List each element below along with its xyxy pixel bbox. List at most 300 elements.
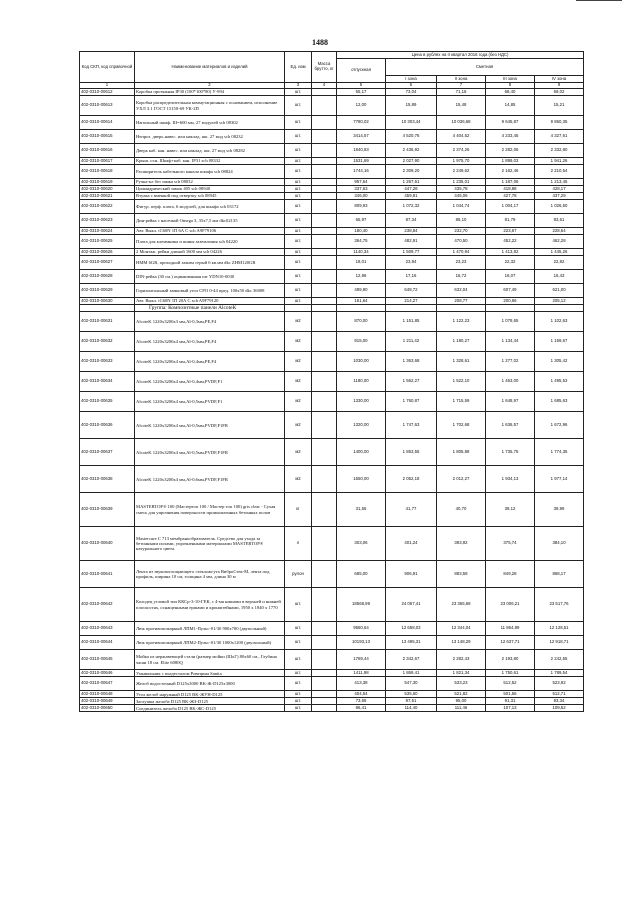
item-unit: м2 <box>285 352 312 372</box>
price-zone-3: 2 193,80 <box>486 650 535 670</box>
item-name: Цилиндрический замок 405 sch 08940 <box>135 186 285 193</box>
item-unit: рулон <box>285 561 312 588</box>
table-row <box>80 527 584 561</box>
item-code: 402-0310-00647 <box>80 677 135 691</box>
price-zone-1: 214,27 <box>386 298 437 305</box>
table-row <box>80 116 584 130</box>
price-release: 337,63 <box>337 186 386 193</box>
table-row <box>80 165 584 179</box>
item-unit: шт. <box>285 144 312 158</box>
item-mass <box>312 392 337 412</box>
price-zone-3: 1 463,00 <box>486 372 535 392</box>
table-row <box>80 284 584 298</box>
item-name: Дверь каб. кан. навес. или наклад. шк. 27 мод sch 08282 <box>135 144 285 158</box>
price-release: 18,01 <box>337 256 386 270</box>
price-zone-2: 10 036,68 <box>437 116 486 130</box>
item-name: AlcoteK 1220х3200х4 мм,Al-0,5мм,PVDF,F1 <box>135 392 285 412</box>
price-zone-3: 1 134,44 <box>486 332 535 352</box>
price-zone-3 <box>486 305 535 312</box>
price-zone-1: 2 436,92 <box>386 144 437 158</box>
item-mass <box>312 305 337 312</box>
price-zone-4: 462,28 <box>535 235 584 249</box>
table-row <box>80 130 584 144</box>
price-zone-3: 427,78 <box>486 193 535 200</box>
price-zone-1: 1 151,85 <box>386 312 437 332</box>
price-zone-4: 428,17 <box>535 186 584 193</box>
item-unit: шт. <box>285 698 312 705</box>
price-zone-1: 401,24 <box>386 527 437 561</box>
price-zone-2: 470,50 <box>437 235 486 249</box>
price-zone-1: 1 072,32 <box>386 200 437 214</box>
item-code: 402-0310-00622 <box>80 200 135 214</box>
item-name: Напольный шкаф, Ш=600 мм, 27 модулей sch 08302 <box>135 116 285 130</box>
item-mass <box>312 466 337 493</box>
corner-mark <box>576 0 622 1</box>
item-name: AlcoteK 1220х3200х4 мм,Al-0,5мм,PVDF,F1FR <box>135 412 285 439</box>
price-release: 10193,13 <box>337 636 386 650</box>
price-zone-1: 1 211,42 <box>386 332 437 352</box>
price-zone-2: 1 975,70 <box>437 158 486 165</box>
item-code: 402-0310-00646 <box>80 670 135 677</box>
price-zone-2: 1 522,10 <box>437 372 486 392</box>
item-unit: шт. <box>285 200 312 214</box>
item-mass <box>312 249 337 256</box>
price-release <box>337 305 386 312</box>
price-release: 31,55 <box>337 493 386 527</box>
table-row <box>80 691 584 698</box>
price-zone-3: 1 413,82 <box>486 249 535 256</box>
item-unit: м2 <box>285 332 312 352</box>
price-zone-3: 11 864,89 <box>486 622 535 636</box>
price-zone-1: 238,84 <box>386 228 437 235</box>
price-zone-1: 906,91 <box>386 561 437 588</box>
price-zone-2: 2 282,43 <box>437 650 486 670</box>
price-zone-2: 1 122,23 <box>437 312 486 332</box>
price-zone-4: 1 213,45 <box>535 179 584 186</box>
item-mass <box>312 200 337 214</box>
item-unit: м2 <box>285 312 312 332</box>
price-release: 1140,34 <box>337 249 386 256</box>
item-code: 402-0310-00637 <box>80 439 135 466</box>
item-unit: шт. <box>285 130 312 144</box>
price-release: 18568,99 <box>337 588 386 622</box>
item-unit: м2 <box>285 466 312 493</box>
price-zone-2: 2 374,26 <box>437 144 486 158</box>
item-code: 402-0310-00641 <box>80 561 135 588</box>
item-mass <box>312 677 337 691</box>
price-zone-3: 16,07 <box>486 270 535 284</box>
item-unit: шт. <box>285 636 312 650</box>
price-zone-3: 2 162,46 <box>486 165 535 179</box>
price-zone-3: 223,67 <box>486 228 535 235</box>
column-number: 9 <box>535 83 584 89</box>
price-zone-4: 1 672,96 <box>535 412 584 439</box>
item-mass <box>312 96 337 116</box>
price-zone-4: 384,10 <box>535 527 584 561</box>
price-zone-2 <box>437 305 486 312</box>
table-row <box>80 228 584 235</box>
price-zone-2: 1 180,27 <box>437 332 486 352</box>
item-unit: шт. <box>285 96 312 116</box>
price-zone-3: 9 645,87 <box>486 116 535 130</box>
price-zone-4: 2 332,80 <box>535 144 584 158</box>
price-zone-4 <box>535 305 584 312</box>
price-zone-4: 2 210,54 <box>535 165 584 179</box>
page-number: 1488 <box>312 38 328 47</box>
item-name: AlcoteK 1220х3200х4 мм,Al-0,4мм,PE,F4 <box>135 352 285 372</box>
price-release: 9560,64 <box>337 622 386 636</box>
item-name: Коробка распределительная коммутационная с основанием, исполнение УХЛ 3.1 ГОСТ 15150-69 УК-2П <box>135 96 285 116</box>
item-name: Плата для клеммника и шины заземления sch 04220 <box>135 235 285 249</box>
item-code: 402-0310-00628 <box>80 270 135 284</box>
price-zone-1: 12 658,03 <box>386 622 437 636</box>
price-zone-1: 447,28 <box>386 186 437 193</box>
price-zone-2: 23 365,68 <box>437 588 486 622</box>
price-release: 1744,16 <box>337 165 386 179</box>
item-code: 402-0310-00617 <box>80 158 135 165</box>
item-name: Группа: Композитные панели AlcoteK <box>135 305 285 312</box>
price-release: 1769,44 <box>337 650 386 670</box>
price-release: 55,17 <box>337 89 386 96</box>
item-unit: шт. <box>285 298 312 305</box>
item-unit: шт. <box>285 165 312 179</box>
price-zone-2: 13 148,29 <box>437 636 486 650</box>
table-body <box>80 89 584 712</box>
price-zone-3: 607,49 <box>486 284 535 298</box>
price-zone-3: 1 750,61 <box>486 670 535 677</box>
item-unit: шт. <box>285 691 312 698</box>
item-name: AlcoteK 1220х3200х4 мм,Al-0,5мм,PVDF,F1FR <box>135 439 285 466</box>
item-name: Втулка с вменкой под отвертку sch 08945 <box>135 193 285 200</box>
item-code: 402-0310-00648 <box>80 691 135 698</box>
price-zone-2: 533,23 <box>437 677 486 691</box>
table-row <box>80 235 584 249</box>
price-zone-2: 1 328,61 <box>437 352 486 372</box>
price-zone-4: 1 685,63 <box>535 392 584 412</box>
price-zone-1: 17,16 <box>386 270 437 284</box>
price-release: 1531,69 <box>337 158 386 165</box>
table-row <box>80 636 584 650</box>
item-code: 402-0310-00630 <box>80 298 135 305</box>
table-row <box>80 193 584 200</box>
item-mass <box>312 256 337 270</box>
price-zone-1: 24 067,41 <box>386 588 437 622</box>
price-zone-1: 459,81 <box>386 193 437 200</box>
price-zone-3: 1 078,65 <box>486 312 535 332</box>
price-zone-4: 12 918,71 <box>535 636 584 650</box>
item-name: Желоб водосточный D125х3000 BK-Ж-D125х3000 <box>135 677 285 691</box>
price-zone-1: 73,04 <box>386 89 437 96</box>
item-unit: шт. <box>285 158 312 165</box>
group-row <box>80 305 584 312</box>
item-code: 402-0310-00639 <box>80 493 135 527</box>
item-name: Заглушка желоба D125 BK-ЖЗ-D125 <box>135 698 285 705</box>
item-code: 402-0310-00642 <box>80 588 135 622</box>
price-release: 73,65 <box>337 698 386 705</box>
column-number: 3 <box>285 83 312 89</box>
price-release: 1411,98 <box>337 670 386 677</box>
price-release: 404,54 <box>337 691 386 698</box>
price-zone-1: 15,89 <box>386 96 437 116</box>
item-mass <box>312 298 337 305</box>
item-code: 402-0310-00649 <box>80 698 135 705</box>
item-code: 402-0310-00645 <box>80 650 135 670</box>
price-zone-4: 22,82 <box>535 256 584 270</box>
price-release: 1400,00 <box>337 439 386 466</box>
price-zone-2: 23,23 <box>437 256 486 270</box>
item-code: 402-0310-00625 <box>80 235 135 249</box>
item-unit: шт. <box>285 622 312 636</box>
price-zone-1 <box>386 305 437 312</box>
price-zone-1: 1 853,55 <box>386 439 437 466</box>
item-mass <box>312 312 337 332</box>
table-row <box>80 352 584 372</box>
column-number: 4 <box>312 83 337 89</box>
price-zone-2: 1 702,68 <box>437 412 486 439</box>
item-mass <box>312 352 337 372</box>
item-unit: шт. <box>285 89 312 96</box>
price-zone-3: 512,52 <box>486 677 535 691</box>
item-name: Непроз. дверь навес. или наклад. шк. 27 мод sch 08232 <box>135 130 285 144</box>
price-release: 413,38 <box>337 677 386 691</box>
item-unit: шт. <box>285 284 312 298</box>
price-zone-2: 232,70 <box>437 228 486 235</box>
price-zone-2: 12 344,04 <box>437 622 486 636</box>
price-zone-4: 205,12 <box>535 298 584 305</box>
item-unit <box>285 305 312 312</box>
item-mass <box>312 439 337 466</box>
price-zone-4: 9 860,35 <box>535 116 584 130</box>
table-row <box>80 179 584 186</box>
item-code: 402-0310-00631 <box>80 312 135 332</box>
item-name: AlcoteK 1220х3200х4 мм,Al-0,3мм,PE,F4 <box>135 332 285 352</box>
price-zone-2: 1 470,94 <box>437 249 486 256</box>
price-zone-2: 1 805,88 <box>437 439 486 466</box>
price-zone-2: 632,04 <box>437 284 486 298</box>
table-row <box>80 392 584 412</box>
price-zone-3: 849,28 <box>486 561 535 588</box>
price-zone-3: 39,12 <box>486 493 535 527</box>
header-unit: Ед. изм <box>285 52 312 83</box>
item-mass <box>312 372 337 392</box>
item-mass <box>312 650 337 670</box>
price-zone-4: 512,71 <box>535 691 584 698</box>
price-zone-1: 648,72 <box>386 284 437 298</box>
price-zone-2: 445,06 <box>437 193 486 200</box>
table-row <box>80 256 584 270</box>
price-zone-4: 69,02 <box>535 89 584 96</box>
item-unit: шт. <box>285 705 312 712</box>
table-row <box>80 89 584 96</box>
item-name: Mastercure C 713 мембранообразователь. Средство для ухода за бетонными полами, упрочненными материалами MASTERTOP® натурального цвета. <box>135 527 285 561</box>
item-code: 402-0310-00613 <box>80 96 135 116</box>
price-zone-2: 4 404,52 <box>437 130 486 144</box>
item-mass <box>312 193 337 200</box>
item-code: 402-0310-00618 <box>80 165 135 179</box>
price-zone-2: 521,82 <box>437 691 486 698</box>
price-zone-3: 418,88 <box>486 186 535 193</box>
price-zone-2: 1 235,01 <box>437 179 486 186</box>
price-zone-2: 15,48 <box>437 96 486 116</box>
price-zone-4: 1 774,35 <box>535 439 584 466</box>
item-mass <box>312 179 337 186</box>
price-zone-3: 501,56 <box>486 691 535 698</box>
item-mass <box>312 186 337 193</box>
item-unit: шт. <box>285 235 312 249</box>
item-name: MASTERTOP® 100 (Мастертоп 100 / Мастер топ 100) gris clear - Сухая смесь для упрочнения поверхности промышленных бетонных полов <box>135 493 285 527</box>
price-zone-1: 1 747,63 <box>386 412 437 439</box>
item-unit: л <box>285 527 312 561</box>
price-zone-2: 1 821,34 <box>437 670 486 677</box>
item-unit: шт. <box>285 650 312 670</box>
price-zone-4: 83,61 <box>535 214 584 228</box>
price-zone-1: 1 562,27 <box>386 372 437 392</box>
price-zone-3: 4 233,45 <box>486 130 535 144</box>
price-zone-2: 1 044,74 <box>437 200 486 214</box>
price-zone-1: 2 309,20 <box>386 165 437 179</box>
price-zone-1: 23,84 <box>386 256 437 270</box>
price-zone-3: 375,74 <box>486 527 535 561</box>
item-name: Умывальник с пьедесталом Ровецина Sanita <box>135 670 285 677</box>
price-release: 7780,02 <box>337 116 386 130</box>
item-unit: шт. <box>285 256 312 270</box>
item-unit: кг <box>285 493 312 527</box>
item-mass <box>312 89 337 96</box>
item-mass <box>312 116 337 130</box>
item-name: НММ 6GR, проходной зажим серый 6 кв.мм dkc ZHM120GR <box>135 256 285 270</box>
table-row <box>80 270 584 284</box>
price-zone-4: 4 327,61 <box>535 130 584 144</box>
column-number: 2 <box>135 83 285 89</box>
price-release: 685,00 <box>337 561 386 588</box>
item-code: 402-0310-00627 <box>80 256 135 270</box>
item-name: Дин-рейка с насечкой Omega 3, 35х7,5 мм dkc02135 <box>135 214 285 228</box>
item-code: 402-0310-00612 <box>80 89 135 96</box>
table-row <box>80 200 584 214</box>
item-code: 402-0310-00624 <box>80 228 135 235</box>
price-zone-3: 14,85 <box>486 96 535 116</box>
price-release: 65,97 <box>337 214 386 228</box>
price-zone-4: 1 789,54 <box>535 670 584 677</box>
item-code: 402-0310-00643 <box>80 622 135 636</box>
item-mass <box>312 284 337 298</box>
table-row <box>80 622 584 636</box>
item-name: Крыш. осн. Шкаф+каб. кан. IP31 sch 08332 <box>135 158 285 165</box>
price-zone-3: 23 006,21 <box>486 588 535 622</box>
header-name: Наименование материалов и изделий <box>135 52 285 83</box>
item-mass <box>312 527 337 561</box>
item-unit: м2 <box>285 392 312 412</box>
price-release: 12,96 <box>337 270 386 284</box>
header-zone-3: III зона <box>486 76 535 83</box>
table-row <box>80 677 584 691</box>
price-zone-1: 535,60 <box>386 691 437 698</box>
item-mass <box>312 705 337 712</box>
item-mass <box>312 588 337 622</box>
header-zone-1: I зона <box>386 76 437 83</box>
price-zone-2: 2 012,27 <box>437 466 486 493</box>
price-zone-2: 40,70 <box>437 493 486 527</box>
price-zone-4: 15,21 <box>535 96 584 116</box>
item-name: DIN-рейка (30 см.) оцинкованная шт YDN10-0030 <box>135 270 285 284</box>
price-zone-3: 81,79 <box>486 214 535 228</box>
item-mass <box>312 214 337 228</box>
price-release: 364,75 <box>337 235 386 249</box>
header-mass: Масса брутто, кг <box>312 52 337 83</box>
table-row <box>80 144 584 158</box>
price-zone-2: 208,77 <box>437 298 486 305</box>
price-release: 915,00 <box>337 332 386 352</box>
price-zone-4: 39,99 <box>535 493 584 527</box>
price-zone-4: 868,17 <box>535 561 584 588</box>
price-zone-4: 1 026,50 <box>535 200 584 214</box>
price-zone-4: 1 305,42 <box>535 352 584 372</box>
item-name: Колодец угловой тип ККСр-3-10-ГЕК, с 4-мя нишами в верхней и нижней плоскостях, оснащенными ершами и кронштейнами, 1950 х 1840 х 1770 <box>135 588 285 622</box>
price-zone-3: 1 187,06 <box>486 179 535 186</box>
price-zone-1: 13 495,31 <box>386 636 437 650</box>
item-name: Фигур. перф. плата, 6 модулей, для шкафа sch 03172 <box>135 200 285 214</box>
price-zone-2: 16,72 <box>437 270 486 284</box>
price-zone-1: 10 303,44 <box>386 116 437 130</box>
price-zone-4: 1 941,26 <box>535 158 584 165</box>
item-name: AlcoteK 1220х3200х3 мм,Al-0,3мм,PE,F4 <box>135 312 285 332</box>
price-release: 1180,00 <box>337 372 386 392</box>
price-zone-3: 2 282,06 <box>486 144 535 158</box>
item-name: AlcoteK 1220х3200х4 мм,Al-0,4мм,PVDF,F1 <box>135 372 285 392</box>
price-zone-2: 85,10 <box>437 214 486 228</box>
item-code: 402-0310-00644 <box>80 636 135 650</box>
item-unit: шт. <box>285 214 312 228</box>
price-release: 1030,00 <box>337 352 386 372</box>
price-zone-3: 22,32 <box>486 256 535 270</box>
price-zone-3: 1 004,17 <box>486 200 535 214</box>
item-mass <box>312 561 337 588</box>
item-unit: шт. <box>285 116 312 130</box>
price-zone-3: 1 899,03 <box>486 158 535 165</box>
price-zone-4: 2 242,55 <box>535 650 584 670</box>
table-row <box>80 705 584 712</box>
item-unit: шт. <box>285 677 312 691</box>
price-zone-1: 97,51 <box>386 698 437 705</box>
item-name: Люк противопожарный ЛПМ1-Пульс-01/30 900х700 (двупольный) <box>135 622 285 636</box>
table-row <box>80 312 584 332</box>
item-unit: шт. <box>285 193 312 200</box>
item-code: 402-0310-00640 <box>80 527 135 561</box>
price-zone-1: 1 363,68 <box>386 352 437 372</box>
price-zone-3: 91,31 <box>486 698 535 705</box>
price-zone-4: 12 128,51 <box>535 622 584 636</box>
item-unit: шт. <box>285 186 312 193</box>
item-code: 402-0310-00650 <box>80 705 135 712</box>
price-zone-3: 200,66 <box>486 298 535 305</box>
price-release: 1320,00 <box>337 412 386 439</box>
item-mass <box>312 144 337 158</box>
item-mass <box>312 158 337 165</box>
header-price-title: Цена в рублях на II квартал 2016 года (без НДС) <box>337 52 584 59</box>
price-zone-4: 1 495,53 <box>535 372 584 392</box>
price-zone-2: 71,16 <box>437 89 486 96</box>
header-zone-2: II зона <box>437 76 486 83</box>
table-row <box>80 158 584 165</box>
item-mass <box>312 270 337 284</box>
price-release: 870,00 <box>337 312 386 332</box>
item-name: Авт. Выкл. iC60N 1П 6А С sch A9F79106 <box>135 228 285 235</box>
price-zone-1: 547,30 <box>386 677 437 691</box>
item-name: Расширитель кабельного канала шкафа sch 08824 <box>135 165 285 179</box>
table-row <box>80 412 584 439</box>
price-zone-4: 1 102,63 <box>535 312 584 332</box>
price-zone-2: 883,59 <box>437 561 486 588</box>
